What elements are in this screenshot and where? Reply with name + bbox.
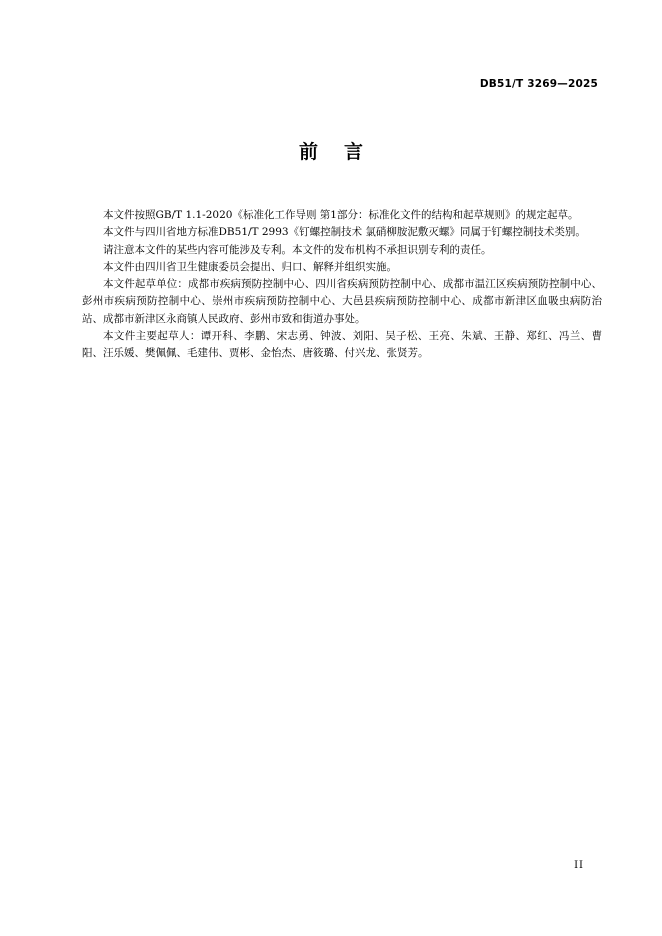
page-title: 前言 [298,141,389,163]
paragraph-drafting-units: 本文件起草单位：成都市疾病预防控制中心、四川省疾病预防控制中心、成都市温江区疾病预防控制中心、彭州市疾病预防控制中心、崇州市疾病预防控制中心、大邑县疾病预防控制中心、成都市新津区血吸虫病防治站、成都市新津区永商镇人民政府、彭州市致和街道办事处。 [82,278,602,325]
paragraph-proposer: 本文件由四川省卫生健康委员会提出、归口、解释并组织实施。 [103,260,397,273]
paragraph-drafting-rules: 本文件按照GB/T 1.1-2020《标准化工作导则 第1部分：标准化文件的结构和起草规则》的规定起草。 [103,209,579,221]
paragraph-related-standard: 本文件与四川省地方标准DB51/T 2993《钉螺控制技术 氯硝柳胺泥敷灭螺》同属于钉螺控制技术类别。 [103,226,586,239]
paragraph-patent-notice: 请注意本文件的某些内容可能涉及专利。本文件的发布机构不承担识别专利的责任。 [103,243,492,256]
paragraph-drafters: 本文件主要起草人：谭开科、李鹏、宋志勇、钟波、刘阳、吴子松、王亮、朱斌、王静、郑红、冯兰、曹阳、汪乐媛、樊佩佩、毛建伟、贾彬、金怡杰、唐筱璐、付兴龙、张贤芳。 [82,330,602,360]
page-number: II [574,860,584,871]
standard-number: DB51/T 3269—2025 [479,78,598,90]
foreword-body [82,207,602,363]
